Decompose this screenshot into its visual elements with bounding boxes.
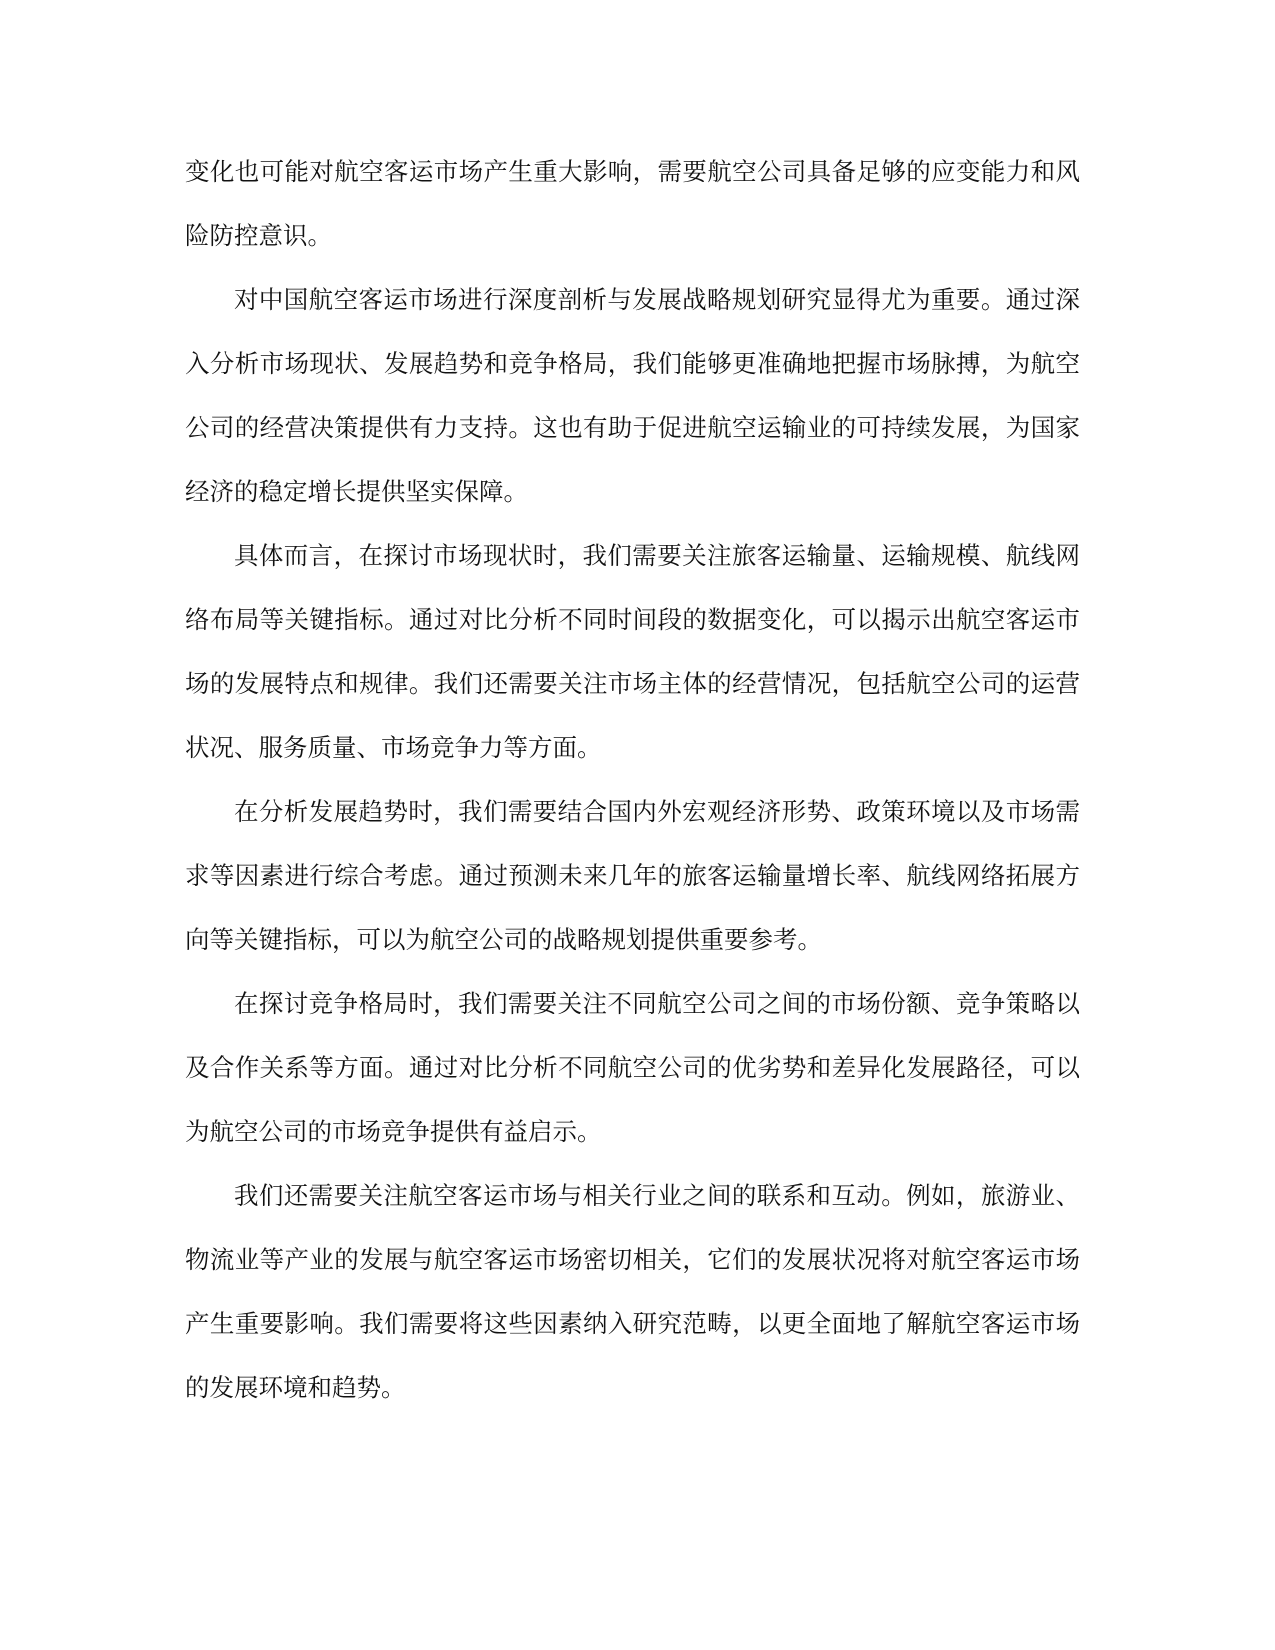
paragraph-line: 对中国航空客运市场进行深度剖析与发展战略规划研究显得尤为重要。通过深 xyxy=(234,285,1080,314)
paragraph-1 xyxy=(185,140,1080,268)
paragraph-line: 及合作关系等方面。通过对比分析不同航空公司的优劣势和差异化发展路径，可以 xyxy=(185,1053,1080,1082)
paragraph-line: 物流业等产业的发展与航空客运市场密切相关，它们的发展状况将对航空客运市场 xyxy=(185,1245,1080,1274)
paragraph-line: 求等因素进行综合考虑。通过预测未来几年的旅客运输量增长率、航线网络拓展方 xyxy=(185,861,1080,890)
paragraph-6 xyxy=(185,1164,1080,1420)
paragraph-line: 产生重要影响。我们需要将这些因素纳入研究范畴，以更全面地了解航空客运市场 xyxy=(185,1309,1080,1338)
paragraph-4 xyxy=(185,780,1080,972)
paragraph-5 xyxy=(185,972,1080,1164)
paragraph-line: 入分析市场现状、发展趋势和竞争格局，我们能够更准确地把握市场脉搏，为航空 xyxy=(185,349,1080,378)
paragraph-line: 险防控意识。 xyxy=(185,221,332,250)
paragraph-3 xyxy=(185,524,1080,780)
paragraph-2 xyxy=(185,268,1080,524)
paragraph-line: 为航空公司的市场竞争提供有益启示。 xyxy=(185,1117,602,1146)
paragraph-line: 在探讨竞争格局时，我们需要关注不同航空公司之间的市场份额、竞争策略以 xyxy=(234,989,1080,1018)
paragraph-line: 状况、服务质量、市场竞争力等方面。 xyxy=(185,733,602,762)
paragraph-line: 络布局等关键指标。通过对比分析不同时间段的数据变化，可以揭示出航空客运市 xyxy=(185,605,1080,634)
document-body xyxy=(185,140,1080,1420)
paragraph-line: 变化也可能对航空客运市场产生重大影响，需要航空公司具备足够的应变能力和风 xyxy=(185,157,1080,186)
paragraph-line: 的发展环境和趋势。 xyxy=(185,1373,406,1402)
paragraph-line: 具体而言，在探讨市场现状时，我们需要关注旅客运输量、运输规模、航线网 xyxy=(234,541,1080,570)
paragraph-line: 场的发展特点和规律。我们还需要关注市场主体的经营情况，包括航空公司的运营 xyxy=(185,669,1080,698)
paragraph-line: 向等关键指标，可以为航空公司的战略规划提供重要参考。 xyxy=(185,925,822,954)
paragraph-line: 公司的经营决策提供有力支持。这也有助于促进航空运输业的可持续发展，为国家 xyxy=(185,413,1080,442)
paragraph-line: 我们还需要关注航空客运市场与相关行业之间的联系和互动。例如，旅游业、 xyxy=(234,1181,1080,1210)
paragraph-line: 在分析发展趋势时，我们需要结合国内外宏观经济形势、政策环境以及市场需 xyxy=(234,797,1080,826)
paragraph-line: 经济的稳定增长提供坚实保障。 xyxy=(185,477,528,506)
